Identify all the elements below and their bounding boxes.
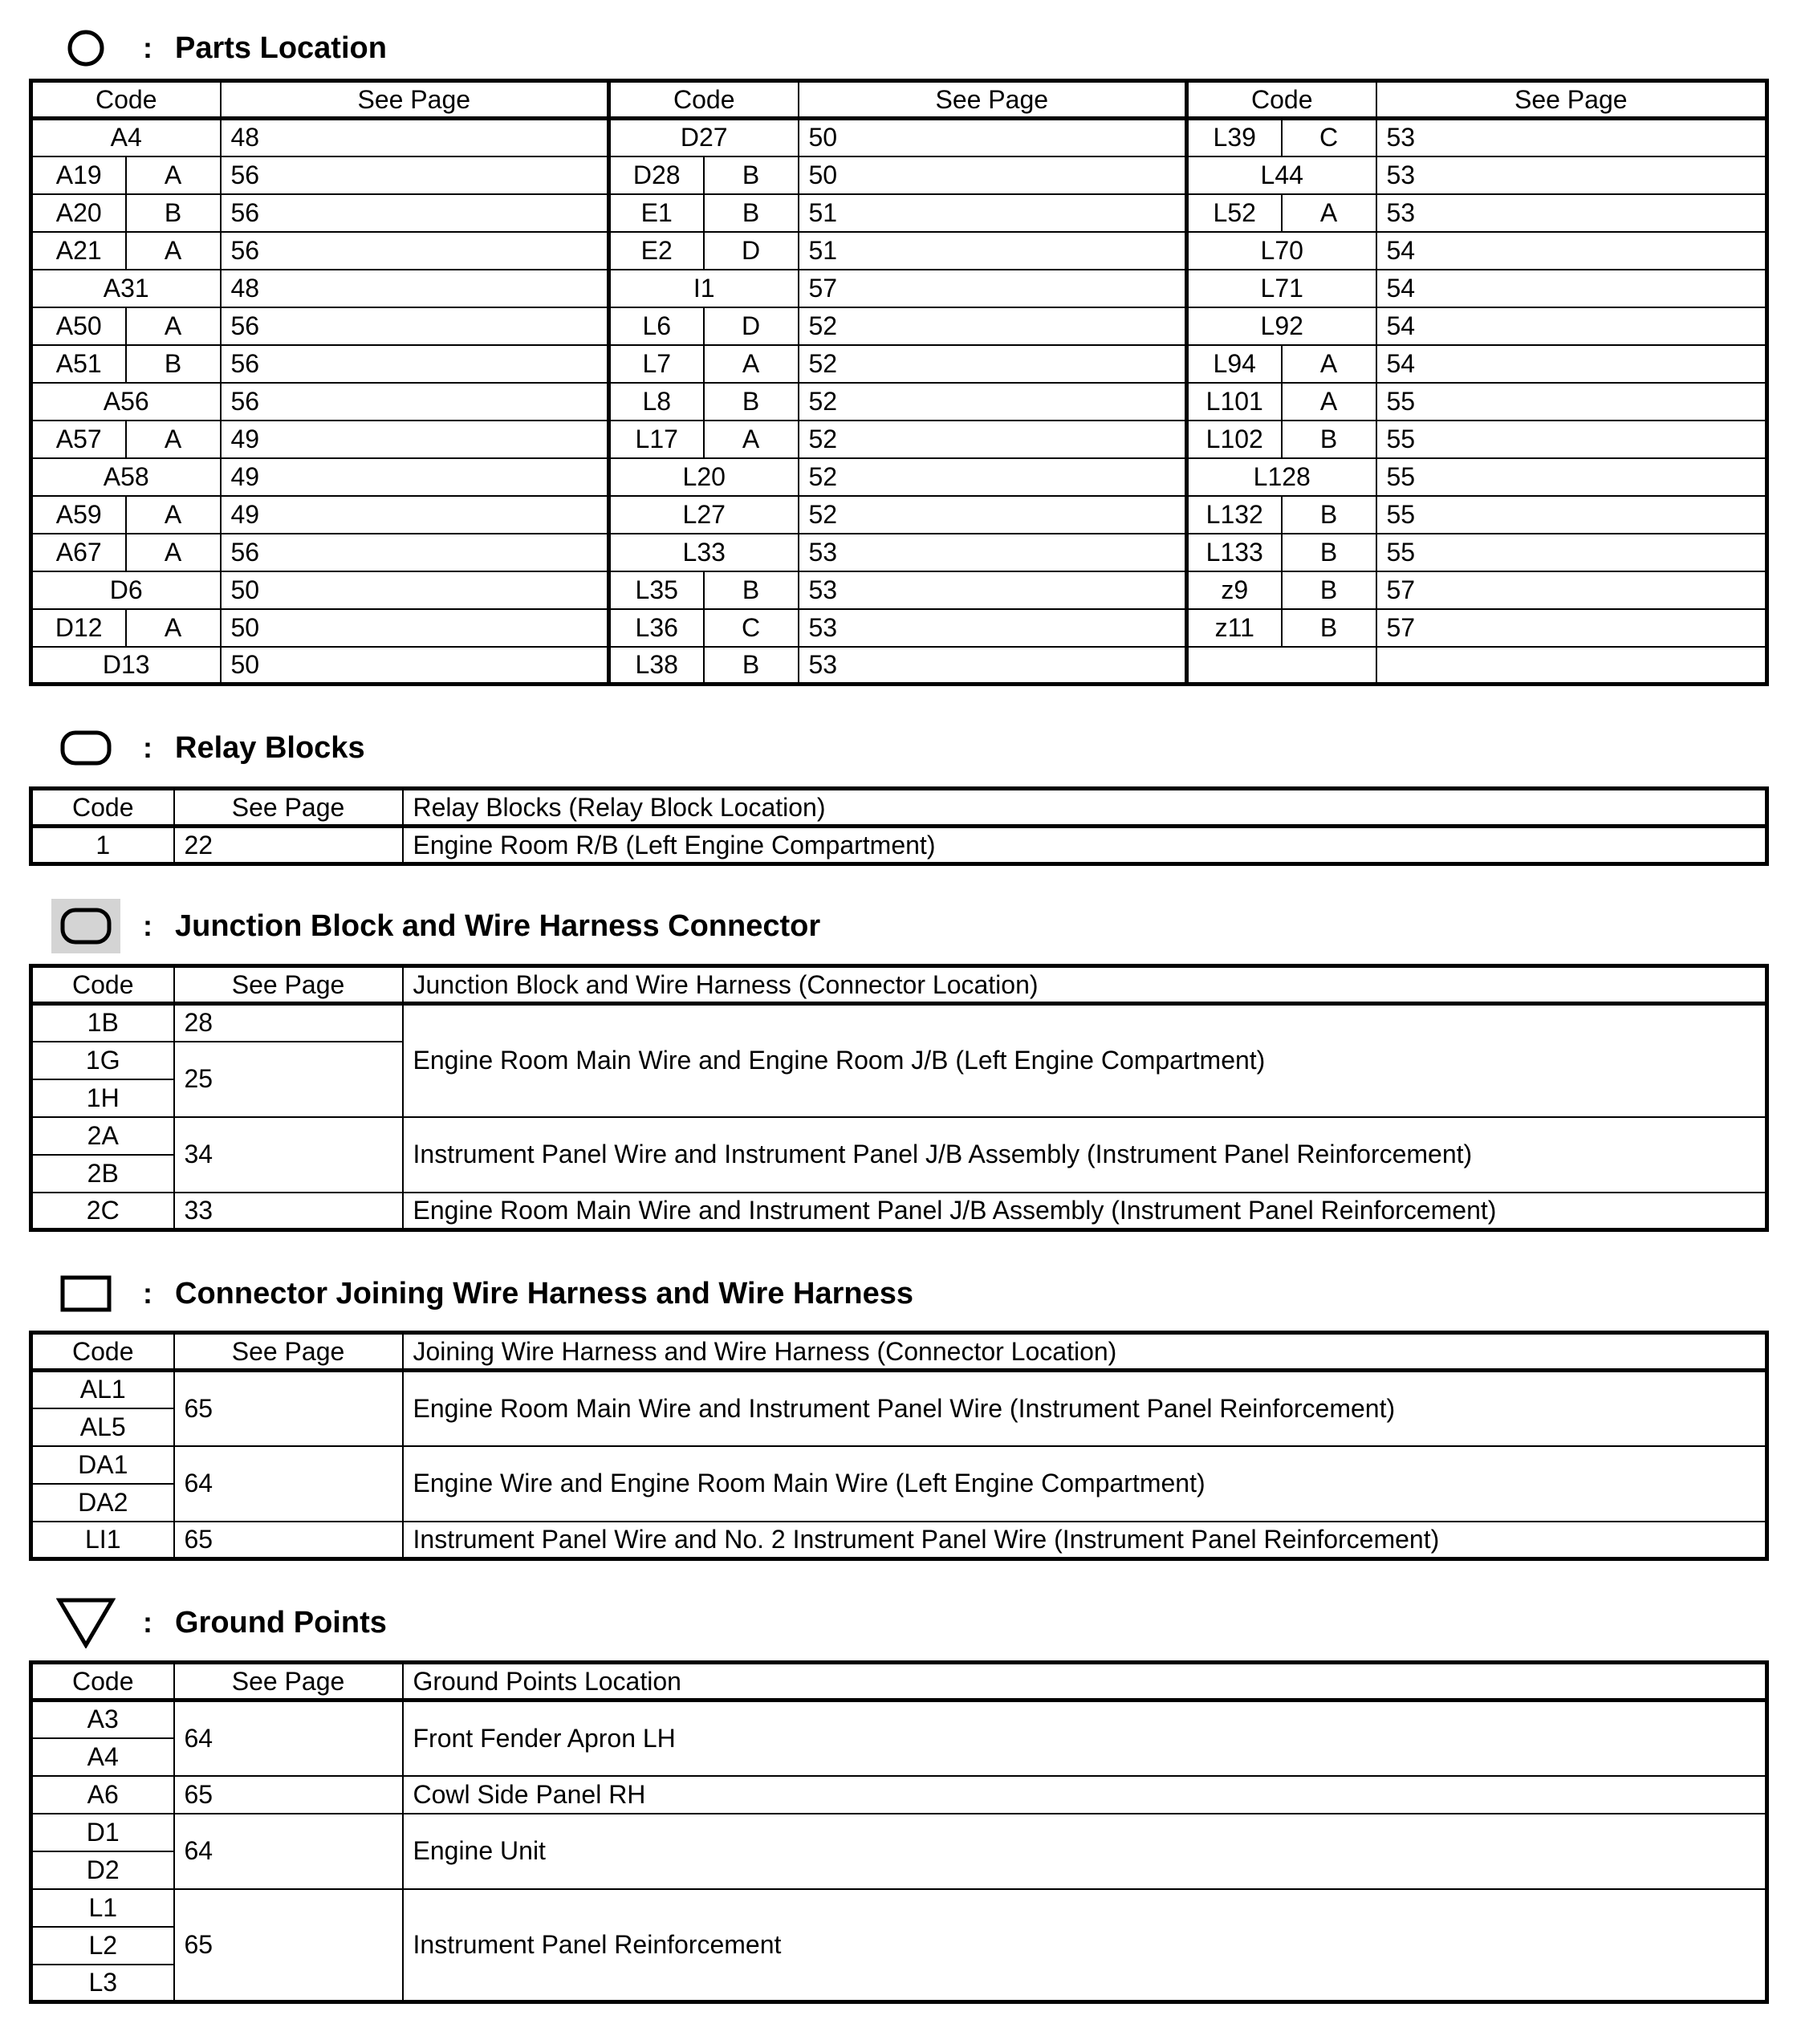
page-cell: 52 — [799, 383, 1187, 421]
table-row — [31, 383, 1767, 421]
page-cell: 65 — [174, 1889, 403, 2002]
code-cell: 1 — [31, 827, 174, 864]
table-row — [31, 270, 1767, 307]
code-cell: D6 — [31, 571, 221, 609]
page-cell: 64 — [174, 1814, 403, 1889]
page-cell: 53 — [799, 571, 1187, 609]
sub-code-cell: B — [704, 194, 799, 232]
page-cell: 65 — [174, 1522, 403, 1559]
parts-location-heading — [51, 16, 387, 80]
table-row — [31, 1522, 1767, 1559]
page-cell: 53 — [799, 534, 1187, 571]
code-cell: L8 — [609, 383, 704, 421]
page-cell: 33 — [174, 1193, 403, 1230]
see-page-header: See Page — [174, 1333, 403, 1371]
page-cell: 53 — [799, 647, 1187, 685]
code-cell: AL1 — [31, 1371, 174, 1408]
table-row — [31, 609, 1767, 647]
sub-code-cell: B — [704, 647, 799, 685]
description-cell: Engine Wire and Engine Room Main Wire (Left Engine Compartment) — [403, 1446, 1767, 1522]
code-cell: L39 — [1187, 119, 1282, 156]
page-cell: 51 — [799, 194, 1187, 232]
code-cell: D28 — [609, 156, 704, 194]
page-cell: 48 — [221, 119, 609, 156]
page-cell: 65 — [174, 1371, 403, 1446]
junction-block-colon: : — [143, 909, 152, 942]
page-cell: 28 — [174, 1004, 403, 1042]
code-cell: DA2 — [31, 1484, 174, 1522]
code-cell: D1 — [31, 1814, 174, 1851]
page-cell: 49 — [221, 496, 609, 534]
code-cell: z9 — [1187, 571, 1282, 609]
page-cell: 54 — [1376, 232, 1767, 270]
code-cell: L27 — [609, 496, 799, 534]
parts-location-header-row — [31, 81, 1767, 119]
code-cell: A57 — [31, 421, 126, 458]
page-cell: 64 — [174, 1701, 403, 1776]
code-cell: 2A — [31, 1117, 174, 1155]
sub-code-cell: D — [704, 232, 799, 270]
parts-location-title: Parts Location — [175, 30, 387, 65]
description-cell: Instrument Panel Wire and No. 2 Instrument Panel Wire (Instrument Panel Reinforcement) — [403, 1522, 1767, 1559]
description-cell: Instrument Panel Reinforcement — [403, 1889, 1767, 2002]
code-cell: D13 — [31, 647, 221, 685]
page-cell: 50 — [221, 571, 609, 609]
sub-code-cell: A — [126, 307, 221, 345]
junction-block-table — [29, 964, 1769, 1232]
table-row — [31, 1701, 1767, 1738]
page-cell: 57 — [799, 270, 1187, 307]
table-row — [31, 156, 1767, 194]
table-row — [31, 1117, 1767, 1155]
sub-code-cell: B — [704, 383, 799, 421]
table-row — [31, 1371, 1767, 1408]
page-cell: 50 — [221, 609, 609, 647]
code-cell: A19 — [31, 156, 126, 194]
page-cell: 56 — [221, 307, 609, 345]
table-row — [31, 458, 1767, 496]
code-cell: L92 — [1187, 307, 1376, 345]
parts-location-colon: : — [143, 31, 152, 64]
see-page-header: See Page — [174, 1663, 403, 1701]
code-header: Code — [31, 1663, 174, 1701]
page-cell: 55 — [1376, 496, 1767, 534]
sub-code-cell: A — [126, 232, 221, 270]
code-cell: L101 — [1187, 383, 1282, 421]
table-row — [31, 194, 1767, 232]
code-header: Code — [609, 81, 799, 119]
page-cell: 52 — [799, 421, 1187, 458]
sub-code-cell: A — [126, 421, 221, 458]
see-page-header: See Page — [799, 81, 1187, 119]
code-cell: A51 — [31, 345, 126, 383]
shaded-rounded-rect-symbol-icon — [51, 900, 120, 952]
code-header: Code — [1187, 81, 1376, 119]
page-cell: 48 — [221, 270, 609, 307]
sub-code-cell: C — [704, 609, 799, 647]
relay-blocks-table — [29, 786, 1769, 866]
connector-joining-table — [29, 1331, 1769, 1561]
code-cell: L128 — [1187, 458, 1376, 496]
table-row — [31, 534, 1767, 571]
sub-code-cell: B — [1282, 496, 1376, 534]
code-cell: A56 — [31, 383, 221, 421]
sub-code-cell: A — [1282, 194, 1376, 232]
description-cell: Engine Room R/B (Left Engine Compartment) — [403, 827, 1767, 864]
page-cell: 49 — [221, 458, 609, 496]
code-cell: A6 — [31, 1776, 174, 1814]
page-cell: 55 — [1376, 458, 1767, 496]
ground-points-colon: : — [143, 1606, 152, 1639]
code-cell: L6 — [609, 307, 704, 345]
code-cell: L71 — [1187, 270, 1376, 307]
sub-code-cell: A — [704, 421, 799, 458]
ground-points-title: Ground Points — [175, 1605, 387, 1640]
rounded-rect-symbol-icon — [51, 722, 120, 774]
code-cell: L38 — [609, 647, 704, 685]
code-cell: 1H — [31, 1079, 174, 1117]
code-cell: L2 — [31, 1927, 174, 1965]
sub-code-cell: B — [126, 194, 221, 232]
page-cell: 56 — [221, 156, 609, 194]
code-cell: L44 — [1187, 156, 1376, 194]
code-cell: L35 — [609, 571, 704, 609]
table-row — [31, 1446, 1767, 1484]
code-cell: L133 — [1187, 534, 1282, 571]
code-cell: L102 — [1187, 421, 1282, 458]
code-cell: A3 — [31, 1701, 174, 1738]
table-row — [31, 119, 1767, 156]
sub-code-cell: B — [704, 571, 799, 609]
sub-code-cell: A — [126, 609, 221, 647]
sub-code-cell: A — [1282, 345, 1376, 383]
page-cell: 53 — [1376, 119, 1767, 156]
relay-blocks-colon: : — [143, 731, 152, 764]
code-cell: DA1 — [31, 1446, 174, 1484]
description-header: Junction Block and Wire Harness (Connector Location) — [403, 966, 1767, 1004]
description-cell: Front Fender Apron LH — [403, 1701, 1767, 1776]
junction-block-header-row — [31, 966, 1767, 1004]
circle-symbol-icon — [51, 22, 120, 74]
code-cell: AL5 — [31, 1408, 174, 1446]
page-cell: 64 — [174, 1446, 403, 1522]
sub-code-cell: B — [1282, 534, 1376, 571]
sub-code-cell: A — [126, 534, 221, 571]
page-cell: 65 — [174, 1776, 403, 1814]
sub-code-cell: B — [704, 156, 799, 194]
code-cell: L20 — [609, 458, 799, 496]
description-cell: Engine Unit — [403, 1814, 1767, 1889]
table-row — [31, 496, 1767, 534]
table-row — [31, 345, 1767, 383]
code-cell: 2B — [31, 1155, 174, 1193]
connector-joining-heading — [51, 1262, 913, 1326]
code-cell: L70 — [1187, 232, 1376, 270]
page-cell: 54 — [1376, 345, 1767, 383]
relay-blocks-heading — [51, 716, 365, 780]
page-cell: 56 — [221, 534, 609, 571]
sub-code-cell: B — [1282, 609, 1376, 647]
table-row — [31, 232, 1767, 270]
see-page-header: See Page — [221, 81, 609, 119]
table-row — [31, 307, 1767, 345]
page-cell: 55 — [1376, 383, 1767, 421]
sub-code-cell: B — [1282, 571, 1376, 609]
description-cell: Instrument Panel Wire and Instrument Panel J/B Assembly (Instrument Panel Reinforcement) — [403, 1117, 1767, 1193]
code-cell: A4 — [31, 1738, 174, 1776]
description-cell: Engine Room Main Wire and Instrument Panel J/B Assembly (Instrument Panel Reinforcement) — [403, 1193, 1767, 1230]
page-cell: 22 — [174, 827, 403, 864]
junction-block-title: Junction Block and Wire Harness Connector — [175, 908, 821, 943]
description-header: Relay Blocks (Relay Block Location) — [403, 789, 1767, 827]
page-cell: 54 — [1376, 270, 1767, 307]
page-cell: 56 — [221, 345, 609, 383]
page-cell: 34 — [174, 1117, 403, 1193]
code-cell: L1 — [31, 1889, 174, 1927]
square-symbol-icon — [51, 1268, 120, 1319]
code-cell: L3 — [31, 1965, 174, 2002]
description-cell: Cowl Side Panel RH — [403, 1776, 1767, 1814]
description-cell: Engine Room Main Wire and Engine Room J/B (Left Engine Compartment) — [403, 1004, 1767, 1117]
code-cell: 1G — [31, 1042, 174, 1079]
relay-blocks-title: Relay Blocks — [175, 730, 365, 765]
triangle-symbol-icon — [51, 1597, 120, 1648]
code-cell: 2C — [31, 1193, 174, 1230]
see-page-header: See Page — [174, 789, 403, 827]
connector-joining-colon: : — [143, 1277, 152, 1310]
code-cell: A67 — [31, 534, 126, 571]
page-cell: 55 — [1376, 534, 1767, 571]
code-cell: A50 — [31, 307, 126, 345]
page-cell: 50 — [799, 119, 1187, 156]
code-cell: A31 — [31, 270, 221, 307]
page-cell: 50 — [221, 647, 609, 685]
code-cell: L94 — [1187, 345, 1282, 383]
sub-code-cell: A — [126, 156, 221, 194]
description-cell: Engine Room Main Wire and Instrument Panel Wire (Instrument Panel Reinforcement) — [403, 1371, 1767, 1446]
connector-joining-header-row — [31, 1333, 1767, 1371]
see-page-header: See Page — [1376, 81, 1767, 119]
code-cell: A58 — [31, 458, 221, 496]
code-cell: D27 — [609, 119, 799, 156]
table-row — [31, 1889, 1767, 1927]
code-header: Code — [31, 81, 221, 119]
code-cell — [1187, 647, 1376, 685]
code-cell: L132 — [1187, 496, 1282, 534]
ground-points-heading — [51, 1591, 387, 1655]
table-row — [31, 1193, 1767, 1230]
code-cell: E1 — [609, 194, 704, 232]
table-row — [31, 571, 1767, 609]
code-cell: 1B — [31, 1004, 174, 1042]
page-cell: 56 — [221, 232, 609, 270]
code-cell: LI1 — [31, 1522, 174, 1559]
page-cell: 52 — [799, 345, 1187, 383]
code-header: Code — [31, 1333, 174, 1371]
page-cell: 51 — [799, 232, 1187, 270]
sub-code-cell: D — [704, 307, 799, 345]
description-header: Joining Wire Harness and Wire Harness (Connector Location) — [403, 1333, 1767, 1371]
page-cell: 57 — [1376, 609, 1767, 647]
connector-joining-title: Connector Joining Wire Harness and Wire Harness — [175, 1276, 913, 1311]
page-cell: 55 — [1376, 421, 1767, 458]
code-cell: I1 — [609, 270, 799, 307]
table-row — [31, 647, 1767, 685]
code-cell: L17 — [609, 421, 704, 458]
page-cell: 49 — [221, 421, 609, 458]
code-cell: D2 — [31, 1851, 174, 1889]
page-cell: 56 — [221, 383, 609, 421]
code-cell: L33 — [609, 534, 799, 571]
page-cell — [1376, 647, 1767, 685]
sub-code-cell: A — [704, 345, 799, 383]
code-cell: L52 — [1187, 194, 1282, 232]
parts-location-table — [29, 79, 1769, 686]
sub-code-cell: C — [1282, 119, 1376, 156]
ground-points-header-row — [31, 1663, 1767, 1701]
code-cell: D12 — [31, 609, 126, 647]
page-cell: 54 — [1376, 307, 1767, 345]
description-header: Ground Points Location — [403, 1663, 1767, 1701]
page-cell: 52 — [799, 307, 1187, 345]
sub-code-cell: B — [1282, 421, 1376, 458]
sub-code-cell: B — [126, 345, 221, 383]
relay-blocks-header-row — [31, 789, 1767, 827]
code-cell: E2 — [609, 232, 704, 270]
ground-points-table — [29, 1660, 1769, 2004]
table-row — [31, 1814, 1767, 1851]
sub-code-cell: A — [1282, 383, 1376, 421]
page-cell: 53 — [1376, 194, 1767, 232]
code-cell: z11 — [1187, 609, 1282, 647]
page-cell: 56 — [221, 194, 609, 232]
page-cell: 53 — [1376, 156, 1767, 194]
table-row — [31, 421, 1767, 458]
code-cell: L7 — [609, 345, 704, 383]
table-row — [31, 827, 1767, 864]
junction-block-heading — [51, 894, 820, 958]
see-page-header: See Page — [174, 966, 403, 1004]
page-cell: 52 — [799, 496, 1187, 534]
code-header: Code — [31, 789, 174, 827]
page-cell: 52 — [799, 458, 1187, 496]
sub-code-cell: A — [126, 496, 221, 534]
code-cell: A20 — [31, 194, 126, 232]
code-cell: L36 — [609, 609, 704, 647]
page-cell: 50 — [799, 156, 1187, 194]
page-cell: 25 — [174, 1042, 403, 1117]
code-header: Code — [31, 966, 174, 1004]
code-cell: A21 — [31, 232, 126, 270]
table-row — [31, 1776, 1767, 1814]
code-cell: A4 — [31, 119, 221, 156]
table-row — [31, 1004, 1767, 1042]
page-cell: 57 — [1376, 571, 1767, 609]
page-cell: 53 — [799, 609, 1187, 647]
code-cell: A59 — [31, 496, 126, 534]
